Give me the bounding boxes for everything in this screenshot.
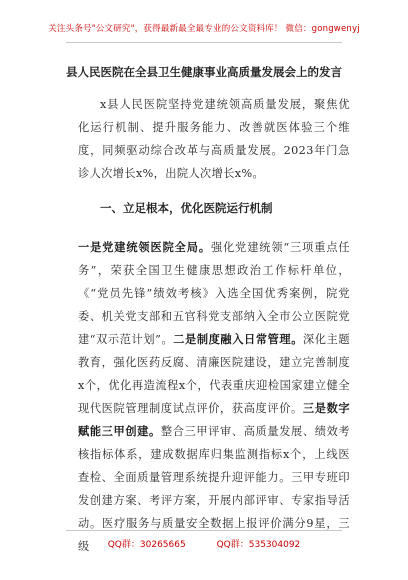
point-2-text: 深化主题教育，强化医药反腐、清廉医院建设，建立完善制度x个，优化再造流程x个，代表重庆迎检国家建立健全现代医院管理制度试点评价，获高度评价。 — [78, 333, 350, 415]
section-heading-1: 一、立足根本，优化医院运行机制 — [100, 201, 273, 215]
footer-qq-group-1: QQ群：30265665 — [107, 540, 186, 550]
header-promo-note: 关注头条号"公文研究"，获得最新最全最专业的公文资料库！ 微信：gongwenyj — [48, 24, 360, 34]
footer-qq-group-2: QQ群：535304092 — [216, 540, 301, 550]
intro-paragraph: x县人民医院坚持党建统领高质量发展，聚焦优化运行机制、提升服务能力、改善就医体验三个维度，同频驱动综合改革与高质量发展。2023年门急诊人次增长x%，出院人次增长x%。 — [78, 98, 350, 180]
point-2-lead: 二是制度融入日常管理。 — [173, 332, 304, 346]
header-divider — [66, 42, 342, 43]
point-3-text: 整合三甲评审、高质量发展、绩效考核指标体系，建成数据库归集监测指标x个，上线医查检、全面质量管理系统提升迎评能力。三甲专班印发创建方案、考评方案，开展内部评审、专家指导活动。医疗服务与质量安全数据上报评价满分9星，三级 — [78, 425, 350, 553]
footer-divider — [66, 530, 342, 531]
footer-contacts — [0, 537, 408, 550]
point-1-text: 强化党建统领“三项重点任务”，荣获全国卫生健康思想政治工作标杆单位，《“党员先锋”绩效考核》入选全国优秀案例，院党委、机关党支部和五官科党支部纳入全市公立医院党建“双示范计划”。 — [78, 241, 350, 346]
document-title: 县人民医院在全县卫生健康事业高质量发展会上的发言 — [66, 65, 342, 79]
point-3-lead: 三是数字赋能三甲创建。 — [78, 401, 350, 438]
point-1-lead: 一是党建统领医院全局。 — [78, 240, 211, 254]
section-1-paragraph — [78, 236, 350, 558]
